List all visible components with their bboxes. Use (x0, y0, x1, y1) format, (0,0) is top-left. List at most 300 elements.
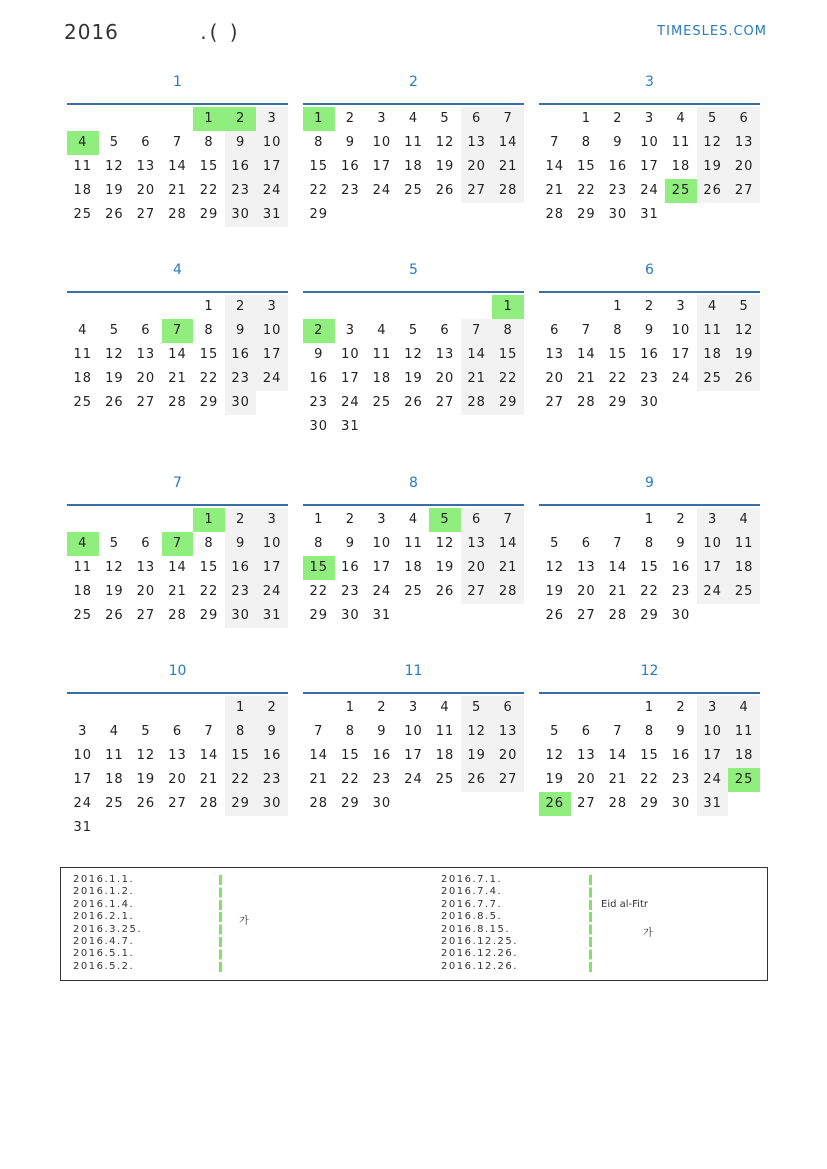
week-row (303, 155, 524, 179)
day-cell: 2 (676, 512, 686, 527)
day-cell: 6 (728, 107, 760, 131)
week-row (67, 179, 288, 203)
month-3 (539, 67, 760, 227)
day-cell: 20 (461, 556, 493, 580)
holiday-day-cell: 26 (539, 792, 571, 816)
day-cell: 3 (377, 512, 387, 527)
day-cell: 16 (225, 343, 257, 367)
month-9 (539, 468, 760, 628)
day-cell: 15 (225, 744, 257, 768)
day-cell: 30 (225, 203, 257, 227)
day-cell: 20 (136, 183, 156, 198)
day-cell: 19 (404, 371, 423, 386)
holiday-day-cell: 1 (492, 295, 524, 319)
day-cell (398, 604, 430, 628)
day-cell: 18 (728, 556, 760, 580)
month-days (539, 692, 760, 816)
day-cell: 29 (309, 608, 329, 623)
holiday-date: 2016.3.25. (73, 923, 143, 935)
day-cell: 17 (256, 343, 288, 367)
week-row (303, 720, 524, 744)
day-cell: 7 (204, 724, 214, 739)
legend-left-dates (73, 874, 142, 973)
day-cell: 7 (492, 107, 524, 131)
day-cell: 27 (545, 395, 565, 410)
day-cell: 12 (105, 560, 124, 575)
holiday-day-cell: 25 (728, 768, 760, 792)
day-cell (193, 816, 225, 840)
day-cell (571, 696, 603, 720)
day-cell (256, 391, 288, 415)
month-title: 9 (645, 475, 654, 491)
day-cell: 10 (697, 532, 729, 556)
month-title: 4 (173, 262, 182, 278)
day-cell (429, 203, 461, 227)
holiday-date: 2016.1.4. (73, 898, 135, 910)
week-row (303, 532, 524, 556)
week-row (539, 768, 760, 792)
day-cell: 1 (345, 700, 355, 715)
day-cell (193, 696, 225, 720)
day-cell: 10 (404, 724, 423, 739)
day-cell: 19 (545, 584, 565, 599)
day-cell (429, 792, 461, 816)
month-title: 3 (645, 74, 654, 90)
week-row (539, 319, 760, 343)
day-cell: 30 (256, 792, 288, 816)
day-cell: 23 (225, 367, 257, 391)
day-cell: 19 (435, 560, 455, 575)
day-cell: 8 (225, 720, 257, 744)
day-cell: 28 (168, 207, 187, 222)
week-row (539, 203, 760, 227)
day-cell: 18 (697, 343, 729, 367)
day-cell: 23 (671, 772, 691, 787)
day-cell: 23 (341, 183, 360, 198)
day-cell: 10 (640, 135, 659, 150)
day-cell: 5 (550, 724, 560, 739)
day-cell: 1 (204, 299, 214, 314)
day-cell (303, 696, 335, 720)
day-cell: 13 (136, 159, 156, 174)
week-row (67, 203, 288, 227)
day-cell (256, 816, 288, 840)
day-cell: 5 (697, 107, 729, 131)
day-cell: 26 (461, 768, 493, 792)
month-days (67, 291, 288, 415)
day-cell: 19 (728, 343, 760, 367)
day-cell (130, 295, 162, 319)
day-cell: 11 (73, 347, 93, 362)
day-cell: 15 (492, 343, 524, 367)
day-cell: 12 (461, 720, 493, 744)
week-row (539, 107, 760, 131)
day-cell (366, 203, 398, 227)
holiday-day-cell: 1 (193, 107, 225, 131)
day-cell: 3 (408, 700, 419, 715)
day-cell: 4 (377, 323, 387, 338)
day-cell: 20 (728, 155, 760, 179)
day-cell: 13 (136, 347, 156, 362)
day-cell: 21 (199, 772, 219, 787)
day-cell: 26 (404, 395, 423, 410)
day-cell: 25 (435, 772, 455, 787)
day-cell: 23 (608, 183, 628, 198)
week-row (67, 604, 288, 628)
week-row (303, 203, 524, 227)
day-cell (67, 508, 99, 532)
day-cell (99, 508, 131, 532)
holiday-date: 2016.7.4. (441, 886, 503, 898)
month-days (67, 103, 288, 227)
week-row (539, 532, 760, 556)
day-cell: 7 (461, 319, 493, 343)
holiday-day-cell: 1 (303, 107, 335, 131)
day-cell: 21 (168, 584, 187, 599)
day-cell: 2 (377, 700, 387, 715)
day-cell: 29 (640, 608, 659, 623)
legend-right-note-eid: Eid al-Fitr (601, 899, 648, 910)
month-title: 2 (409, 74, 418, 90)
day-cell: 24 (256, 580, 288, 604)
week-row (539, 580, 760, 604)
day-cell: 10 (372, 135, 392, 150)
day-cell: 22 (309, 183, 329, 198)
day-cell: 8 (204, 323, 214, 338)
day-cell: 16 (671, 748, 691, 763)
month-8 (303, 468, 524, 628)
month-11 (303, 656, 524, 816)
month-6 (539, 255, 760, 415)
day-cell: 4 (728, 696, 760, 720)
day-cell: 9 (644, 323, 655, 338)
day-cell: 9 (225, 131, 257, 155)
day-cell: 18 (404, 560, 423, 575)
day-cell (665, 391, 697, 415)
day-cell: 8 (644, 536, 655, 551)
holiday-legend (60, 867, 768, 981)
day-cell (461, 203, 493, 227)
day-cell (162, 696, 194, 720)
day-cell: 7 (613, 724, 623, 739)
day-cell: 1 (613, 299, 623, 314)
month-1 (67, 67, 288, 227)
day-cell: 2 (644, 299, 655, 314)
day-cell: 14 (492, 131, 524, 155)
day-cell: 13 (168, 748, 187, 763)
day-cell: 11 (697, 319, 729, 343)
day-cell: 18 (73, 584, 93, 599)
week-row (539, 556, 760, 580)
day-cell: 11 (73, 560, 93, 575)
month-title: 6 (645, 262, 654, 278)
day-cell: 25 (372, 395, 392, 410)
week-row (67, 131, 288, 155)
day-cell: 26 (105, 608, 124, 623)
day-cell: 18 (73, 371, 93, 386)
day-cell: 20 (577, 772, 596, 787)
day-cell: 23 (372, 772, 392, 787)
day-cell: 28 (492, 580, 524, 604)
day-cell: 29 (309, 207, 329, 222)
day-cell: 14 (608, 560, 628, 575)
day-cell (67, 107, 99, 131)
month-12 (539, 656, 760, 816)
day-cell: 23 (671, 584, 691, 599)
week-row (303, 391, 524, 415)
day-cell: 6 (461, 107, 493, 131)
day-cell: 3 (676, 299, 686, 314)
day-cell: 11 (404, 536, 423, 551)
day-cell: 10 (256, 532, 288, 556)
day-cell: 8 (581, 135, 591, 150)
day-cell: 4 (408, 111, 419, 126)
day-cell: 20 (492, 744, 524, 768)
day-cell (99, 107, 131, 131)
day-cell: 27 (728, 179, 760, 203)
week-row (539, 792, 760, 816)
week-row (67, 792, 288, 816)
day-cell: 4 (109, 724, 119, 739)
day-cell: 5 (440, 111, 450, 126)
day-cell: 8 (613, 323, 623, 338)
month-4 (67, 255, 288, 415)
day-cell: 24 (256, 179, 288, 203)
day-cell: 6 (141, 323, 151, 338)
day-cell (697, 604, 729, 628)
day-cell: 30 (671, 796, 691, 811)
day-cell: 5 (141, 724, 151, 739)
day-cell: 22 (309, 584, 329, 599)
day-cell: 17 (640, 159, 659, 174)
month-title: 12 (640, 663, 659, 679)
day-cell: 21 (608, 772, 628, 787)
day-cell: 11 (435, 724, 455, 739)
day-cell: 31 (73, 820, 93, 835)
day-cell: 9 (225, 319, 257, 343)
day-cell: 11 (728, 720, 760, 744)
week-row (303, 319, 524, 343)
week-row (303, 556, 524, 580)
week-row (303, 508, 524, 532)
day-cell: 31 (697, 792, 729, 816)
holiday-day-cell: 2 (303, 319, 335, 343)
day-cell: 24 (372, 584, 392, 599)
day-cell (492, 203, 524, 227)
day-cell: 1 (644, 700, 655, 715)
holiday-day-cell: 25 (665, 179, 697, 203)
day-cell: 30 (640, 395, 659, 410)
day-cell: 16 (671, 560, 691, 575)
holiday-date: 2016.5.2. (73, 960, 135, 972)
week-row (539, 179, 760, 203)
day-cell: 20 (435, 371, 455, 386)
day-cell: 7 (550, 135, 560, 150)
day-cell: 12 (435, 135, 455, 150)
day-cell: 21 (461, 367, 493, 391)
day-cell: 25 (73, 608, 93, 623)
day-cell: 22 (640, 584, 659, 599)
week-row (539, 131, 760, 155)
day-cell: 18 (73, 183, 93, 198)
holiday-day-cell: 7 (162, 319, 194, 343)
holiday-date: 2016.7.1. (441, 874, 503, 885)
day-cell (461, 792, 493, 816)
week-row (303, 179, 524, 203)
day-cell: 12 (545, 748, 565, 763)
day-cell: 19 (461, 744, 493, 768)
month-title: 7 (173, 475, 182, 491)
week-row (303, 744, 524, 768)
day-cell: 12 (697, 131, 729, 155)
day-cell: 30 (608, 207, 628, 222)
day-cell: 19 (136, 772, 156, 787)
day-cell: 16 (225, 155, 257, 179)
month-title: 8 (409, 475, 418, 491)
day-cell: 3 (256, 107, 288, 131)
day-cell: 21 (577, 371, 596, 386)
day-cell: 2 (225, 508, 257, 532)
day-cell: 27 (461, 580, 493, 604)
day-cell: 11 (105, 748, 124, 763)
day-cell (162, 816, 194, 840)
day-cell: 12 (545, 560, 565, 575)
day-cell: 7 (314, 724, 324, 739)
day-cell: 26 (105, 395, 124, 410)
day-cell (697, 203, 729, 227)
day-cell: 4 (697, 295, 729, 319)
calendar-subtitle: .( ) (200, 20, 241, 44)
week-row (67, 816, 288, 840)
day-cell: 28 (608, 796, 628, 811)
day-cell: 14 (168, 560, 187, 575)
holiday-date: 2016.12.26. (441, 948, 518, 960)
week-row (539, 155, 760, 179)
day-cell (429, 295, 461, 319)
week-row (303, 792, 524, 816)
day-cell: 30 (225, 604, 257, 628)
week-row (67, 532, 288, 556)
day-cell: 14 (492, 532, 524, 556)
day-cell: 13 (136, 560, 156, 575)
day-cell: 26 (728, 367, 760, 391)
day-cell: 8 (345, 724, 355, 739)
day-cell: 16 (341, 560, 360, 575)
day-cell: 31 (256, 203, 288, 227)
day-cell: 28 (199, 796, 219, 811)
week-row (303, 367, 524, 391)
day-cell (130, 508, 162, 532)
site-brand[interactable]: TIMESLES.COM (657, 24, 767, 39)
week-row (303, 415, 524, 439)
week-row (539, 604, 760, 628)
day-cell: 15 (341, 748, 360, 763)
day-cell (728, 604, 760, 628)
day-cell: 18 (435, 748, 455, 763)
day-cell: 24 (671, 371, 691, 386)
day-cell (461, 415, 493, 439)
day-cell: 1 (314, 512, 324, 527)
day-cell: 7 (613, 536, 623, 551)
day-cell (539, 508, 571, 532)
day-cell (429, 604, 461, 628)
day-cell: 8 (314, 536, 324, 551)
day-cell (492, 415, 524, 439)
day-cell: 17 (256, 155, 288, 179)
day-cell: 8 (314, 135, 324, 150)
week-row (539, 343, 760, 367)
day-cell: 30 (671, 608, 691, 623)
day-cell (162, 508, 194, 532)
holiday-date: 2016.8.5. (441, 911, 503, 923)
day-cell: 6 (461, 508, 493, 532)
week-row (67, 696, 288, 720)
day-cell: 24 (372, 183, 392, 198)
day-cell: 28 (545, 207, 565, 222)
month-days (539, 291, 760, 415)
day-cell: 17 (256, 556, 288, 580)
day-cell: 25 (404, 183, 423, 198)
day-cell: 24 (404, 772, 423, 787)
day-cell: 17 (671, 347, 691, 362)
day-cell: 2 (345, 512, 355, 527)
day-cell: 23 (309, 395, 329, 410)
day-cell (398, 203, 430, 227)
holiday-day-cell: 4 (67, 131, 99, 155)
week-row (539, 391, 760, 415)
holiday-date: 2016.1.1. (73, 874, 135, 885)
month-7 (67, 468, 288, 628)
day-cell (398, 792, 430, 816)
day-cell: 21 (492, 155, 524, 179)
day-cell: 15 (309, 159, 329, 174)
day-cell: 13 (461, 532, 493, 556)
day-cell (461, 604, 493, 628)
day-cell: 29 (199, 207, 219, 222)
day-cell: 11 (73, 159, 93, 174)
day-cell: 5 (408, 323, 419, 338)
holiday-day-cell: 15 (303, 556, 335, 580)
day-cell: 7 (172, 135, 183, 150)
day-cell: 1 (225, 696, 257, 720)
day-cell: 21 (608, 584, 628, 599)
legend-left-note: 가 (239, 916, 249, 927)
day-cell: 19 (435, 159, 455, 174)
day-cell (492, 792, 524, 816)
holiday-date: 2016.7.7. (441, 898, 503, 910)
day-cell: 13 (435, 347, 455, 362)
week-row (67, 295, 288, 319)
day-cell (130, 107, 162, 131)
day-cell: 23 (256, 768, 288, 792)
day-cell: 20 (136, 584, 156, 599)
day-cell: 11 (671, 135, 691, 150)
day-cell: 19 (105, 584, 124, 599)
day-cell: 19 (697, 155, 729, 179)
holiday-day-cell: 4 (67, 532, 99, 556)
day-cell: 23 (225, 179, 257, 203)
day-cell: 16 (640, 347, 659, 362)
day-cell: 31 (341, 419, 360, 434)
day-cell (303, 295, 335, 319)
day-cell: 9 (345, 135, 355, 150)
day-cell: 18 (105, 772, 124, 787)
day-cell: 6 (141, 135, 151, 150)
day-cell: 12 (136, 748, 156, 763)
day-cell: 14 (309, 748, 329, 763)
day-cell (429, 415, 461, 439)
day-cell (539, 295, 571, 319)
